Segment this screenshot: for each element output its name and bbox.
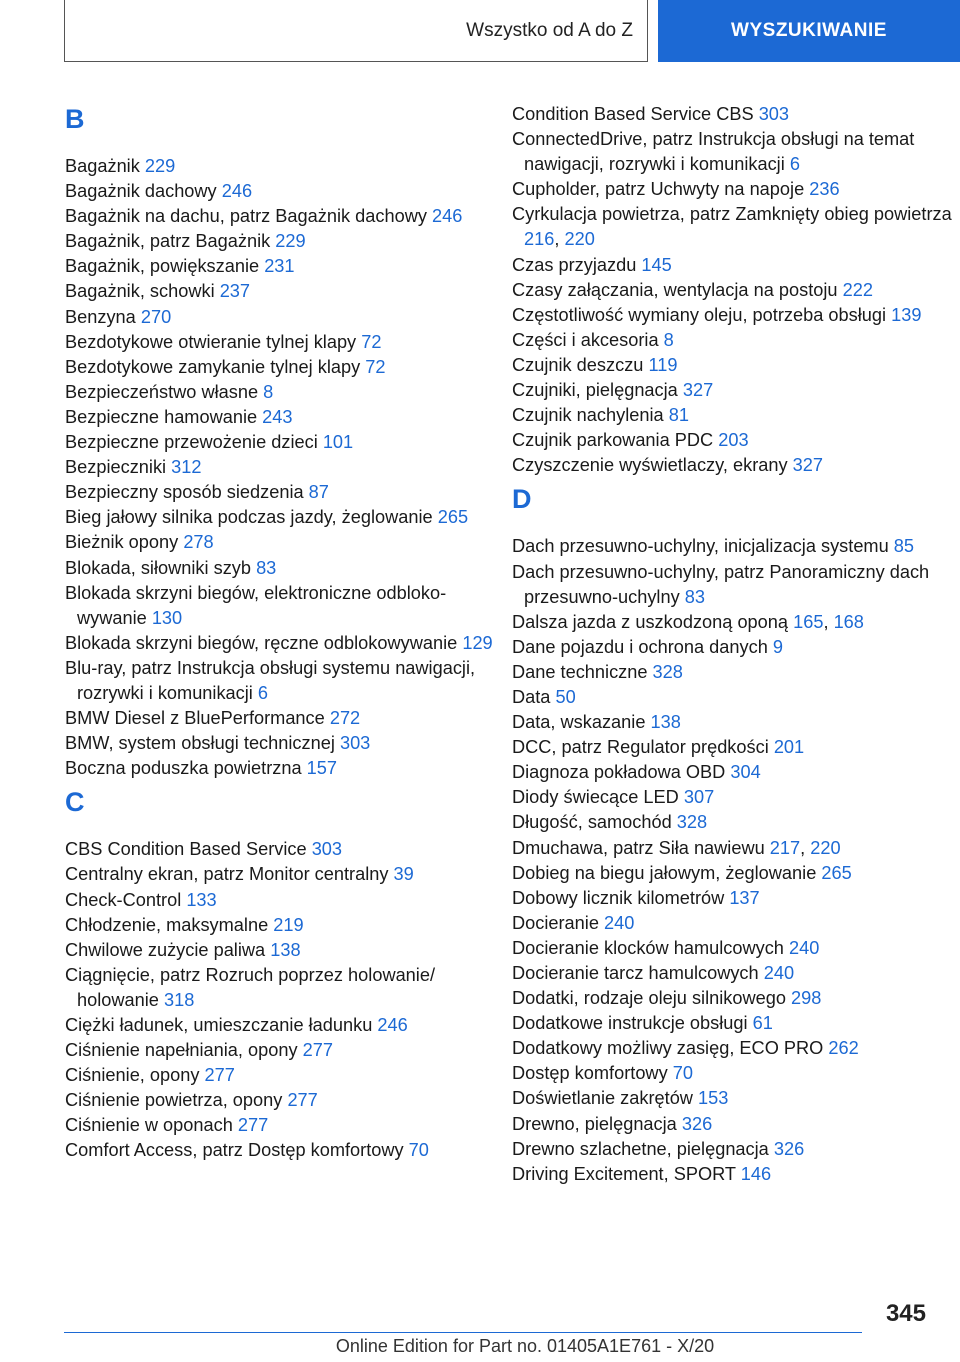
index-entry <box>512 735 952 760</box>
index-entry <box>65 581 495 631</box>
index-entry-text: Dalsza jazda z uszkodzoną oponą <box>512 611 789 632</box>
index-entry <box>65 913 495 938</box>
page-link[interactable]: 9 <box>772 636 784 657</box>
index-entry <box>65 530 495 555</box>
index-entry-text: Dodatki, rodzaje oleju silnikowego <box>512 988 786 1009</box>
section-header <box>64 0 648 62</box>
index-entry <box>512 1011 952 1036</box>
index-entry <box>512 403 952 428</box>
index-entry-text: BMW, system obsługi technicznej <box>65 733 335 754</box>
page-link[interactable]: 61 <box>752 1013 773 1034</box>
page-link[interactable]: 262 <box>828 1038 859 1059</box>
page-link[interactable]: 87 <box>308 482 329 503</box>
page-link[interactable]: 70 <box>672 1063 693 1084</box>
page-link[interactable]: 312 <box>171 457 202 478</box>
page-link[interactable]: 246 <box>432 206 463 227</box>
page-link[interactable]: 217 <box>769 837 801 858</box>
index-entry <box>512 635 952 660</box>
index-entry-text: Ciśnienie napełniania, opony <box>65 1040 298 1061</box>
page-link[interactable]: 327 <box>792 455 824 476</box>
index-entry-text: Diody świecące LED <box>512 787 679 808</box>
index-entry-text: Blokada skrzyni biegów, elektroniczne odblokowywanie <box>65 582 447 628</box>
page-link[interactable]: 272 <box>329 708 361 729</box>
index-entry-text: Dodatkowy możliwy zasięg, ECO PRO <box>512 1038 824 1059</box>
index-entry-text: Bezpieczne przewożenie dzieci <box>65 432 318 453</box>
index-entry <box>512 660 952 685</box>
page-link[interactable]: 6 <box>257 682 269 703</box>
index-entry-text: Długość, samochód <box>512 812 672 833</box>
page-link[interactable]: 307 <box>683 787 715 808</box>
page-link[interactable]: 328 <box>652 661 683 682</box>
page-link[interactable]: 219 <box>273 914 304 935</box>
index-entry-text: Dach przesuwno-uchylny, patrz Panoramiczny dach przesuwno-uchylny <box>512 561 930 607</box>
index-entry <box>65 455 495 480</box>
index-entry <box>512 177 952 202</box>
index-entry <box>512 102 952 127</box>
index-entry <box>65 631 495 656</box>
page-link[interactable]: 133 <box>186 889 217 910</box>
index-entry-text: Dane techniczne <box>512 661 648 682</box>
page-link[interactable]: 303 <box>758 104 790 124</box>
page-link[interactable]: 101 <box>322 432 354 453</box>
index-entry <box>512 785 952 810</box>
page-link[interactable]: 222 <box>842 279 873 300</box>
index-entry <box>512 861 952 886</box>
index-entry <box>512 378 952 403</box>
page-link[interactable]: 318 <box>163 989 195 1010</box>
index-entry <box>65 656 495 706</box>
index-entry-text: Ciśnienie w oponach <box>65 1115 233 1136</box>
index-entry <box>65 862 495 887</box>
index-entry-text: Dane pojazdu i ochrona danych <box>512 636 768 657</box>
index-entry-text: Części i akcesoria <box>512 329 659 350</box>
page-link[interactable]: 201 <box>773 737 805 758</box>
index-entry <box>512 328 952 353</box>
index-entry-text: Cyrkulacja powietrza, patrz Zamknięty obieg powietrza <box>512 204 952 225</box>
index-entry <box>512 1137 952 1162</box>
index-entry <box>512 428 952 453</box>
page-link[interactable]: 137 <box>729 887 760 908</box>
index-entry-text: Ciśnienie powietrza, opony <box>65 1090 283 1111</box>
index-entry <box>512 303 952 328</box>
index-entry-text: Bagażnik, schowki <box>65 281 215 302</box>
index-entry-text: Bezpieczeństwo własne <box>65 381 259 402</box>
index-entry <box>65 154 495 179</box>
index-entry-text: Docieranie tarcz hamulcowych <box>512 963 759 983</box>
page-link[interactable]: 220 <box>564 229 595 250</box>
index-entry <box>65 731 495 756</box>
page-link[interactable]: 326 <box>773 1138 805 1159</box>
index-entry-text: DCC, patrz Regulator prędkości <box>512 737 769 758</box>
page-link[interactable]: 70 <box>408 1140 429 1161</box>
page-link[interactable]: 39 <box>393 864 414 885</box>
index-entry-text: Drewno, pielęgnacja <box>512 1113 677 1134</box>
index-entry-text: Driving Excitement, SPORT <box>512 1163 736 1184</box>
page-number: 345 <box>885 1300 926 1327</box>
index-entry-text: Check-Control <box>65 889 182 910</box>
index-entry <box>512 353 952 378</box>
index-entry-text: Docieranie klocków hamulcowych <box>512 937 784 958</box>
index-entry <box>512 1061 952 1086</box>
index-entry-text: Blu-ray, patrz Instrukcja obsługi systemu nawigacji, rozrywki i komunikacji <box>65 657 476 703</box>
index-entry-text: Bezpieczny sposób siedzenia <box>65 482 304 503</box>
index-entry-text: Boczna poduszka powietrzna <box>65 758 302 779</box>
index-column-left <box>65 100 495 1164</box>
index-entry <box>512 453 952 478</box>
index-entry <box>65 756 495 781</box>
page-link[interactable]: 327 <box>682 380 714 401</box>
page-link[interactable]: 229 <box>275 231 306 252</box>
page-link[interactable]: 240 <box>604 912 635 933</box>
index-entry-text: Czujnik nachylenia <box>512 405 664 426</box>
index-entry-text: Chłodzenie, maksymalne <box>65 914 269 935</box>
page-link[interactable]: 203 <box>718 430 749 451</box>
index-entry-text: Bagażnik <box>65 156 140 176</box>
index-entry-text: Chwilowe zużycie paliwa <box>65 939 266 960</box>
index-entry <box>65 229 495 254</box>
index-entry-text: Condition Based Service CBS <box>512 104 754 124</box>
index-entry <box>65 1063 495 1088</box>
index-entry-text: Dodatkowe instrukcje obsługi <box>512 1013 748 1034</box>
index-entry <box>512 278 952 303</box>
index-entry-text: Czujnik parkowania PDC <box>512 430 714 451</box>
index-entry <box>512 986 952 1011</box>
index-entry <box>65 888 495 913</box>
page-link[interactable]: 240 <box>788 937 820 958</box>
index-entry <box>512 560 952 610</box>
page-link[interactable]: 6 <box>789 154 800 175</box>
index-entry-text: Data <box>512 686 551 707</box>
index-entry <box>65 1038 495 1063</box>
page-link[interactable]: 278 <box>183 532 214 553</box>
index-entry: Dalsza jazda z uszkodzoną oponą 165, 168 <box>512 611 864 632</box>
index-entry <box>512 936 952 961</box>
index-entry <box>512 1162 952 1187</box>
page-link[interactable]: 246 <box>221 181 253 202</box>
page-link[interactable]: 240 <box>763 963 795 983</box>
index-entry <box>512 1036 952 1061</box>
index-entry <box>512 253 952 278</box>
index-entry-text: BMW Diesel z BluePerformance <box>65 708 325 729</box>
page-link[interactable]: 277 <box>204 1065 235 1086</box>
index-entry <box>65 355 495 380</box>
page-link[interactable]: 50 <box>555 686 576 707</box>
index-entry-text: Bieg jałowy silnika podczas jazdy, żeglowanie <box>65 507 433 528</box>
index-entry-text: Bezdotykowe zamykanie tylnej klapy <box>65 356 361 377</box>
index-entry-text: Dostęp komfortowy <box>512 1063 668 1084</box>
index-entry-text: Dmuchawa, patrz Siła nawiewu <box>512 837 765 858</box>
page-link[interactable]: 130 <box>151 607 183 628</box>
index-entry <box>65 405 495 430</box>
index-entry <box>65 204 495 229</box>
index-entry: Dmuchawa, patrz Siła nawiewu 217, 220 <box>512 837 841 858</box>
index-entry-text: Benzyna <box>65 306 136 327</box>
index-entry <box>65 480 495 505</box>
index-entry <box>65 1013 495 1038</box>
page-link[interactable]: 81 <box>668 405 689 426</box>
index-entry-text: Ciągnięcie, patrz Rozruch poprzez holowanie/ holowanie <box>65 964 436 1010</box>
page-link[interactable]: 146 <box>740 1163 772 1184</box>
page-link[interactable]: 303 <box>339 733 371 754</box>
page-link[interactable]: 277 <box>302 1040 333 1061</box>
index-entry-text: Blokada, siłowniki szyb <box>65 557 251 578</box>
index-entry <box>512 127 952 177</box>
index-entry <box>65 938 495 963</box>
index-entry-text: Drewno szlachetne, pielęgnacja <box>512 1138 769 1159</box>
index-entry-text: ConnectedDrive, patrz Instrukcja obsługi na temat nawigacji, rozrywki i komunikacji <box>512 129 915 175</box>
page-link[interactable]: 153 <box>698 1088 729 1109</box>
page-link[interactable]: 165 <box>793 611 824 632</box>
index-entry-text: Data, wskazanie <box>512 712 646 733</box>
page-link[interactable]: 83 <box>684 586 705 607</box>
index-entry <box>65 706 495 731</box>
index-entry-text: Czyszczenie wyświetlaczy, ekrany <box>512 455 788 476</box>
page-link[interactable]: 8 <box>663 329 674 350</box>
index-entry <box>512 710 952 735</box>
index-letter-heading: C <box>65 787 85 818</box>
index-entry-text: Czas przyjazdu <box>512 254 637 275</box>
index-entry <box>65 380 495 405</box>
page-link[interactable]: 8 <box>263 381 274 402</box>
index-entry-text: Dach przesuwno-uchylny, inicjalizacja systemu <box>512 536 889 557</box>
page-link[interactable]: 265 <box>821 862 852 883</box>
index-entry <box>65 430 495 455</box>
index-entry <box>65 279 495 304</box>
index-entry-text: Centralny ekran, patrz Monitor centralny <box>65 864 389 885</box>
index-entry-text: Czujnik deszczu <box>512 354 644 375</box>
page-link[interactable]: 145 <box>641 254 672 275</box>
page-link[interactable]: 236 <box>809 179 840 200</box>
index-entry <box>65 305 495 330</box>
page-link[interactable]: 277 <box>287 1090 318 1111</box>
edition-text: Online Edition for Part no. 01405A1E761 - X/20 <box>335 1336 715 1356</box>
index-entry <box>65 1138 495 1163</box>
index-entry-text: Bagażnik na dachu, patrz Bagażnik dachowy <box>65 206 427 227</box>
index-entry-text: Bezpieczne hamowanie <box>65 406 258 427</box>
index-entry <box>65 1113 495 1138</box>
page-link[interactable]: 298 <box>791 988 822 1009</box>
page-link[interactable]: 237 <box>219 281 251 302</box>
page-link[interactable]: 270 <box>140 306 172 327</box>
index-letter-heading: D <box>512 484 532 515</box>
index-entry-text: Docieranie <box>512 912 599 933</box>
page-link[interactable]: 157 <box>306 758 338 779</box>
page-link[interactable]: 328 <box>676 812 708 833</box>
index-entry-text: Ciężki ładunek, umieszczanie ładunku <box>65 1015 373 1035</box>
page-link[interactable]: 119 <box>648 354 678 375</box>
page-link[interactable]: 216 <box>524 229 555 250</box>
index-entry: Cyrkulacja powietrza, patrz Zamknięty obieg powietrza 216, 220 <box>512 204 952 250</box>
index-entry <box>512 534 952 559</box>
index-entry-text: Czasy załączania, wentylacja na postoju <box>512 279 838 300</box>
index-entry-text: Doświetlanie zakrętów <box>512 1088 693 1109</box>
index-entry <box>65 556 495 581</box>
page-link[interactable]: 229 <box>144 156 176 176</box>
index-entry <box>512 961 952 986</box>
page-link[interactable]: 85 <box>893 536 914 557</box>
search-button[interactable] <box>658 0 960 62</box>
index-entry-text: Dobieg na biegu jałowym, żeglowanie <box>512 862 817 883</box>
page-link[interactable]: 138 <box>650 712 681 733</box>
footer-divider <box>64 1332 862 1333</box>
page-link[interactable]: 246 <box>377 1015 408 1035</box>
index-entry-text: Dobowy licznik kilometrów <box>512 887 725 908</box>
index-entry-text: Blokada skrzyni biegów, ręczne odblokowywanie <box>65 632 458 653</box>
index-entry <box>512 1112 952 1137</box>
index-entry-text: Czujniki, pielęgnacja <box>512 380 678 401</box>
index-entry <box>65 254 495 279</box>
search-label: WYSZUKIWANIE <box>731 20 887 41</box>
index-entry-text: CBS Condition Based Service <box>65 839 307 860</box>
index-entry-text: Bagażnik, patrz Bagażnik <box>65 231 271 252</box>
index-entry <box>65 837 495 862</box>
page-link[interactable]: 168 <box>833 611 864 632</box>
index-entry-text: Comfort Access, patrz Dostęp komfortowy <box>65 1140 404 1161</box>
index-entry <box>512 685 952 710</box>
index-entry <box>512 760 952 785</box>
index-column-right <box>512 102 952 1187</box>
page-link[interactable]: 220 <box>810 837 841 858</box>
page-link[interactable]: 326 <box>681 1113 713 1134</box>
index-entry <box>65 179 495 204</box>
index-entry-text: Bagażnik dachowy <box>65 181 217 202</box>
index-entry-text: Bezpieczniki <box>65 457 167 478</box>
page-link[interactable]: 139 <box>891 304 922 325</box>
index-entry-text: Bieżnik opony <box>65 532 179 553</box>
index-entry <box>512 886 952 911</box>
page-link[interactable]: 83 <box>256 557 277 578</box>
index-entry-text: Cupholder, patrz Uchwyty na napoje <box>512 179 805 200</box>
page-link[interactable]: 72 <box>365 356 386 377</box>
page-link[interactable]: 277 <box>237 1115 269 1136</box>
index-entry-text: Bezdotykowe otwieranie tylnej klapy <box>65 331 357 352</box>
index-entry-text: Częstotliwość wymiany oleju, potrzeba obsługi <box>512 304 887 325</box>
index-entry-text: Diagnoza pokładowa OBD <box>512 762 726 783</box>
index-entry <box>65 963 495 1013</box>
index-entry <box>512 1086 952 1111</box>
index-entry <box>65 330 495 355</box>
index-entry <box>65 505 495 530</box>
section-title: Wszystko od A do Z <box>466 19 633 41</box>
page-link[interactable]: 265 <box>437 507 469 528</box>
page-link[interactable]: 129 <box>462 632 493 653</box>
index-letter-heading: B <box>65 104 85 134</box>
page-link[interactable]: 231 <box>264 256 295 277</box>
index-entry-text: Bagażnik, powiększanie <box>65 256 260 277</box>
index-entry-text: Ciśnienie, opony <box>65 1065 200 1086</box>
page-link[interactable]: 138 <box>270 939 301 960</box>
index-entry <box>512 810 952 835</box>
page-link[interactable]: 304 <box>730 762 761 783</box>
page-link[interactable]: 72 <box>361 331 382 352</box>
page-link[interactable]: 243 <box>262 406 293 427</box>
index-entry <box>65 1088 495 1113</box>
page-link[interactable]: 303 <box>311 839 343 860</box>
index-entry <box>512 911 952 936</box>
